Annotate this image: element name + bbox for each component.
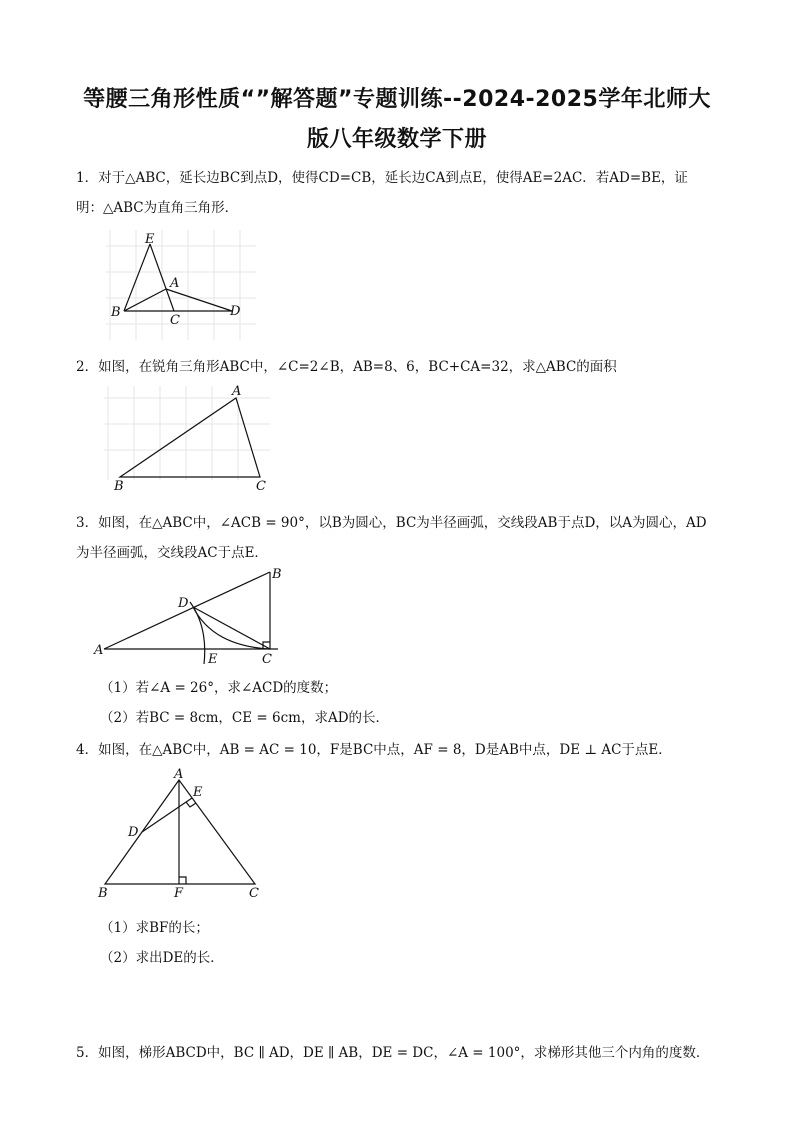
label-E: E — [208, 652, 218, 667]
problem-3-subquestion-1: （1）若∠A = 26°，求∠ACD的度数； — [100, 680, 338, 696]
label-D: D — [178, 596, 189, 611]
label-D: D — [128, 825, 139, 840]
label-C: C — [170, 313, 180, 328]
problem-3-subquestion-2: （2）若BC = 8cm，CE = 6cm，求AD的长． — [100, 710, 390, 726]
label-A: A — [232, 384, 242, 399]
label-B: B — [111, 305, 121, 320]
problem-2-figure — [100, 380, 280, 495]
problem-3-figure — [88, 562, 288, 670]
arc-centered-A — [190, 602, 205, 664]
problem-3-text-line-2: 为半径画弧，交线段AC于点E． — [76, 545, 268, 561]
page-title-line-1: 等腰三角形性质“”解答题”专题训练--2024-2025学年北师大 — [83, 87, 711, 112]
segment-BE — [124, 244, 150, 311]
problem-1-text-line-1: 1．对于△ABC，延长边BC到点D，使得CD=CB，延长边CA到点E，使得AE=2AC．若AD=BE，证 — [76, 170, 688, 186]
label-C: C — [262, 652, 272, 667]
right-angle-mark-E — [186, 802, 196, 807]
label-F: F — [174, 886, 184, 901]
label-A: A — [94, 643, 104, 658]
label-E: E — [145, 232, 155, 247]
figure-1-grid — [106, 230, 256, 340]
label-A: A — [174, 767, 184, 782]
segment-AD — [166, 289, 232, 311]
label-A: A — [170, 276, 180, 291]
label-C: C — [256, 479, 266, 494]
page-title-line-2: 版八年级数学下册 — [306, 127, 487, 152]
label-B: B — [98, 886, 108, 901]
label-E: E — [193, 785, 203, 800]
problem-4-subquestion-1: （1）求BF的长； — [100, 920, 209, 936]
segment-BA — [124, 289, 166, 311]
segment-DE — [142, 798, 192, 832]
problem-4-figure — [92, 766, 272, 902]
problem-3-text-line-1: 3．如图，在△ABC中，∠ACB = 90°，以B为圆心，BC为半径画弧，交线段AB于点D，以A为圆心，AD — [76, 515, 707, 531]
problem-1-figure — [100, 226, 260, 344]
problem-4-text-line-1: 4．如图，在△ABC中，AB = AC = 10，F是BC中点，AF = 8，D是AB中点，DE ⊥ AC于点E． — [76, 742, 672, 758]
right-angle-mark-F — [179, 877, 186, 884]
figure-2-grid — [104, 386, 270, 480]
label-C: C — [249, 886, 259, 901]
problem-4-subquestion-2: （2）求出DE的长． — [100, 950, 224, 966]
label-B: B — [114, 479, 124, 494]
problem-5-text-line-1: 5．如图，梯形ABCD中，BC ∥ AD，DE ∥ AB，DE = DC，∠A = 100°，求梯形其他三个内角的度数． — [76, 1045, 710, 1061]
problem-2-text-line-1: 2．如图，在锐角三角形ABC中，∠C=2∠B，AB=8、6，BC+CA=32，求△ABC的面积 — [76, 359, 617, 375]
label-D: D — [230, 304, 241, 319]
problem-1-text-line-2: 明：△ABC为直角三角形． — [76, 200, 239, 216]
triangle-ABC — [120, 398, 260, 477]
label-B: B — [272, 567, 282, 582]
